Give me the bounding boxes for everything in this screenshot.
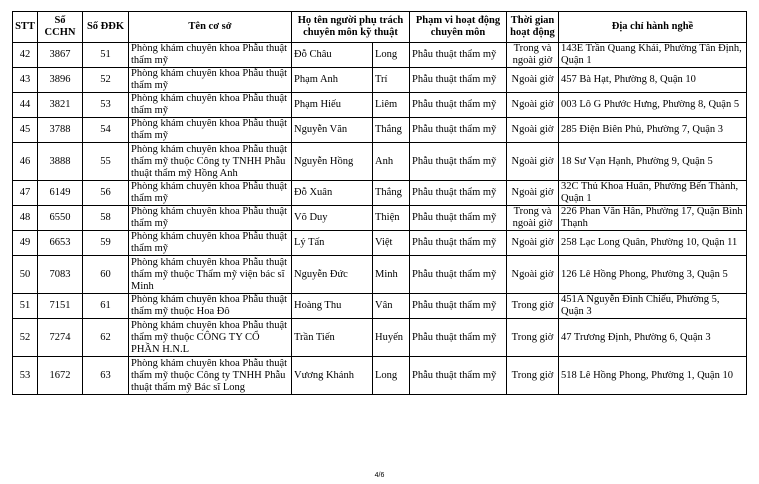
given-name-cell: Liêm [373,93,410,118]
hours-cell: Ngoài giờ [507,143,559,181]
header-stt: STT [13,12,38,43]
address-cell: 285 Điện Biên Phủ, Phường 7, Quận 3 [559,118,747,143]
scope-cell: Phẫu thuật thẩm mỹ [410,319,507,357]
given-name-cell: Trí [373,68,410,93]
given-name-cell: Long [373,43,410,68]
cchn-cell: 6149 [38,181,83,206]
header-pham-vi: Phạm vi hoạt động chuyên môn [410,12,507,43]
given-name-cell: Anh [373,143,410,181]
surname-cell: Đỗ Châu [292,43,373,68]
hours-cell: Ngoài giờ [507,181,559,206]
given-name-cell: Minh [373,256,410,294]
table-row [13,294,747,319]
cchn-cell: 7151 [38,294,83,319]
table-row [13,68,747,93]
hours-cell: Trong giờ [507,357,559,395]
surname-cell: Đỗ Xuân [292,181,373,206]
header-dia-chi: Địa chỉ hành nghề [559,12,747,43]
scope-cell: Phẫu thuật thẩm mỹ [410,206,507,231]
stt-cell: 49 [13,231,38,256]
facility-name-cell: Phòng khám chuyên khoa Phẫu thuật thẩm mỹ [129,43,292,68]
ddk-cell: 60 [83,256,129,294]
hours-cell: Trong và ngoài giờ [507,206,559,231]
address-cell: 126 Lê Hồng Phong, Phường 3, Quận 5 [559,256,747,294]
header-cchn: Số CCHN [38,12,83,43]
table-row [13,256,747,294]
scope-cell: Phẫu thuật thẩm mỹ [410,143,507,181]
facility-name-cell: Phòng khám chuyên khoa Phẫu thuật thẩm mỹ thuộc Công ty TNHH Phẫu thuật thẩm mỹ Hồng Anh [129,143,292,181]
surname-cell: Nguyễn Đức [292,256,373,294]
hours-cell: Trong giờ [507,294,559,319]
ddk-cell: 53 [83,93,129,118]
header-ddk: Số ĐĐK [83,12,129,43]
hours-cell: Ngoài giờ [507,256,559,294]
ddk-cell: 59 [83,231,129,256]
ddk-cell: 51 [83,43,129,68]
facility-name-cell: Phòng khám chuyên khoa Phẫu thuật thẩm mỹ thuộc Thẩm mỹ viện bác sĩ Minh [129,256,292,294]
address-cell: 18 Sư Vạn Hạnh, Phường 9, Quận 5 [559,143,747,181]
cchn-cell: 7274 [38,319,83,357]
cchn-cell: 6550 [38,206,83,231]
header-ho-ten: Họ tên người phụ trách chuyên môn kỹ thuật [292,12,410,43]
table-row [13,231,747,256]
scope-cell: Phẫu thuật thẩm mỹ [410,231,507,256]
address-cell: 451A Nguyễn Đình Chiểu, Phường 5, Quận 3 [559,294,747,319]
table-row [13,181,747,206]
header-thoi-gian: Thời gian hoạt động [507,12,559,43]
scope-cell: Phẫu thuật thẩm mỹ [410,294,507,319]
ddk-cell: 61 [83,294,129,319]
address-cell: 258 Lạc Long Quân, Phường 10, Quận 11 [559,231,747,256]
given-name-cell: Việt [373,231,410,256]
address-cell: 47 Trương Định, Phường 6, Quận 3 [559,319,747,357]
ddk-cell: 55 [83,143,129,181]
ddk-cell: 63 [83,357,129,395]
ddk-cell: 56 [83,181,129,206]
given-name-cell: Vân [373,294,410,319]
facility-name-cell: Phòng khám chuyên khoa Phẫu thuật thẩm mỹ [129,118,292,143]
stt-cell: 47 [13,181,38,206]
stt-cell: 42 [13,43,38,68]
page-number: 4/6 [374,472,385,479]
stt-cell: 46 [13,143,38,181]
stt-cell: 50 [13,256,38,294]
scope-cell: Phẫu thuật thẩm mỹ [410,118,507,143]
hours-cell: Ngoài giờ [507,68,559,93]
table-row [13,357,747,395]
ddk-cell: 58 [83,206,129,231]
cchn-cell: 3888 [38,143,83,181]
table-row [13,43,747,68]
surname-cell: Vương Khánh [292,357,373,395]
scope-cell: Phẫu thuật thẩm mỹ [410,93,507,118]
surname-cell: Nguyễn Văn [292,118,373,143]
ddk-cell: 62 [83,319,129,357]
hours-cell: Ngoài giờ [507,93,559,118]
address-cell: 226 Phan Văn Hân, Phường 17, Quận Bình Thạnh [559,206,747,231]
facility-name-cell: Phòng khám chuyên khoa Phẫu thuật thẩm mỹ [129,93,292,118]
facility-name-cell: Phòng khám chuyên khoa Phẫu thuật thẩm mỹ thuộc Hoa Đô [129,294,292,319]
facility-name-cell: Phòng khám chuyên khoa Phẫu thuật thẩm mỹ [129,181,292,206]
stt-cell: 44 [13,93,38,118]
address-cell: 003 Lô G Phước Hưng, Phường 8, Quận 5 [559,93,747,118]
address-cell: 143E Trần Quang Khải, Phường Tân Định, Quận 1 [559,43,747,68]
header-row [13,12,747,43]
cchn-cell: 7083 [38,256,83,294]
cchn-cell: 3896 [38,68,83,93]
scope-cell: Phẫu thuật thẩm mỹ [410,256,507,294]
surname-cell: Phạm Hiếu [292,93,373,118]
cchn-cell: 6653 [38,231,83,256]
ddk-cell: 54 [83,118,129,143]
stt-cell: 45 [13,118,38,143]
facility-name-cell: Phòng khám chuyên khoa Phẫu thuật thẩm mỹ thuộc CÔNG TY CỔ PHẦN H.N.L [129,319,292,357]
stt-cell: 53 [13,357,38,395]
given-name-cell: Huyến [373,319,410,357]
given-name-cell: Thiện [373,206,410,231]
table-row [13,319,747,357]
facility-table [12,11,747,395]
hours-cell: Trong và ngoài giờ [507,43,559,68]
ddk-cell: 52 [83,68,129,93]
address-cell: 518 Lê Hồng Phong, Phường 1, Quận 10 [559,357,747,395]
stt-cell: 51 [13,294,38,319]
scope-cell: Phẫu thuật thẩm mỹ [410,357,507,395]
scope-cell: Phẫu thuật thẩm mỹ [410,68,507,93]
table-row [13,118,747,143]
table-row [13,206,747,231]
stt-cell: 43 [13,68,38,93]
header-ten-co-so: Tên cơ sở [129,12,292,43]
scope-cell: Phẫu thuật thẩm mỹ [410,43,507,68]
surname-cell: Hoàng Thu [292,294,373,319]
table-row [13,143,747,181]
given-name-cell: Thắng [373,118,410,143]
surname-cell: Nguyễn Hồng [292,143,373,181]
facility-name-cell: Phòng khám chuyên khoa Phẫu thuật thẩm mỹ [129,206,292,231]
given-name-cell: Long [373,357,410,395]
cchn-cell: 3788 [38,118,83,143]
surname-cell: Phạm Anh [292,68,373,93]
cchn-cell: 1672 [38,357,83,395]
stt-cell: 48 [13,206,38,231]
surname-cell: Lý Tấn [292,231,373,256]
cchn-cell: 3821 [38,93,83,118]
hours-cell: Ngoài giờ [507,118,559,143]
surname-cell: Trần Tiến [292,319,373,357]
address-cell: 32C Thủ Khoa Huân, Phường Bến Thành, Quận 1 [559,181,747,206]
facility-name-cell: Phòng khám chuyên khoa Phẫu thuật thẩm mỹ [129,231,292,256]
surname-cell: Võ Duy [292,206,373,231]
facility-name-cell: Phòng khám chuyên khoa Phẫu thuật thẩm mỹ [129,68,292,93]
address-cell: 457 Bà Hạt, Phường 8, Quận 10 [559,68,747,93]
cchn-cell: 3867 [38,43,83,68]
facility-name-cell: Phòng khám chuyên khoa Phẫu thuật thẩm mỹ thuộc Công ty TNHH Phẫu thuật thẩm mỹ Bác sĩ Long [129,357,292,395]
scope-cell: Phẫu thuật thẩm mỹ [410,181,507,206]
table-row [13,93,747,118]
hours-cell: Ngoài giờ [507,231,559,256]
stt-cell: 52 [13,319,38,357]
given-name-cell: Thắng [373,181,410,206]
hours-cell: Trong giờ [507,319,559,357]
